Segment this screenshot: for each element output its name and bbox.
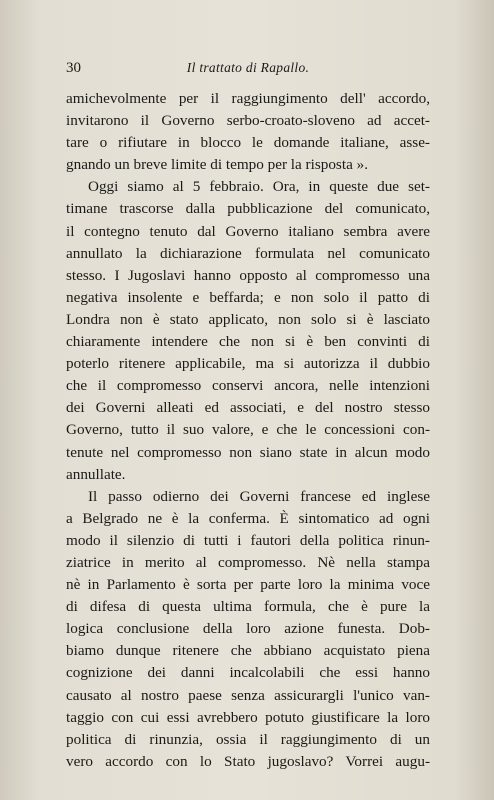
text-line: di difesa di questa ultima formula, che è pure la [66, 598, 430, 616]
text-line: politica di rinunzia, ossia il raggiungimento di un [66, 730, 430, 748]
body-text [66, 88, 430, 773]
text-line: causato al nostro paese senza assicurargli l'unico van- [66, 686, 430, 704]
text-line: modo il silenzio di tutti i fautori della politica rinun- [66, 531, 430, 549]
text-line: gnando un breve limite di tempo per la risposta ». [66, 156, 368, 174]
text-line: taggio con cui essi avrebbero potuto giustificare la loro [66, 708, 430, 726]
text-line: il contegno tenuto dal Governo italiano sembra avere [66, 222, 430, 240]
text-line: Oggi siamo al 5 febbraio. Ora, in queste due set- [88, 178, 430, 196]
text-line: Il passo odierno dei Governi francese ed inglese [88, 487, 430, 505]
text-line: dei Governi alleati ed associati, e del nostro stesso [66, 399, 430, 417]
text-line: poterlo ritenere applicabile, ma si autorizza il dubbio [66, 355, 430, 373]
paragraph [66, 88, 430, 176]
paragraph [66, 176, 430, 485]
text-line: negativa insolente e beffarda; e non solo il patto di [66, 288, 430, 306]
text-line: che il compromesso conservi ancora, nelle intenzioni [66, 377, 430, 395]
text-line: amichevolmente per il raggiungimento dell' accordo, [66, 90, 430, 107]
text-line: stesso. I Jugoslavi hanno opposto al compromesso una [66, 266, 430, 284]
text-line: ziatrice in merito al compromesso. Nè nella stampa [66, 553, 430, 571]
text-line: timane trascorse dalla pubblicazione del comunicato, [66, 200, 430, 218]
text-line: a Belgrado ne è la conferma. È sintomatico ad ogni [66, 509, 430, 527]
text-line: tenute nel compromesso non siano state in alcun modo [66, 443, 430, 461]
text-line: cognizione dei danni incalcolabili che essi hanno [66, 664, 430, 682]
text-line: vero accordo con lo Stato jugoslavo? Vorrei augu- [66, 752, 430, 770]
paragraph [66, 486, 430, 773]
running-title: Il trattato di Rapallo. [186, 60, 310, 75]
text-line: biamo dunque ritenere che abbiano acquistato piena [66, 642, 430, 660]
text-line: Governo, tutto il suo valore, e che le concessioni con- [66, 421, 430, 439]
text-line: logica conclusione della loro azione funesta. Dob- [66, 620, 430, 638]
text-line: Londra non è stato applicato, non solo si è lasciato [66, 310, 430, 328]
text-line: nè in Parlamento è sorta per parte loro la minima voce [66, 576, 430, 594]
page-number: 30 [66, 60, 81, 76]
text-line: chiaramente intendere che non si è ben convinti di [66, 333, 430, 351]
text-line: invitarono il Governo serbo-croato-sloveno ad accet- [66, 112, 430, 130]
text-line: tare o rifiutare in blocco le domande italiane, asse- [66, 134, 430, 152]
page-header [66, 60, 430, 82]
text-line: annullate. [66, 465, 126, 483]
text-line: annullato la dichiarazione formulata nel comunicato [66, 244, 430, 262]
